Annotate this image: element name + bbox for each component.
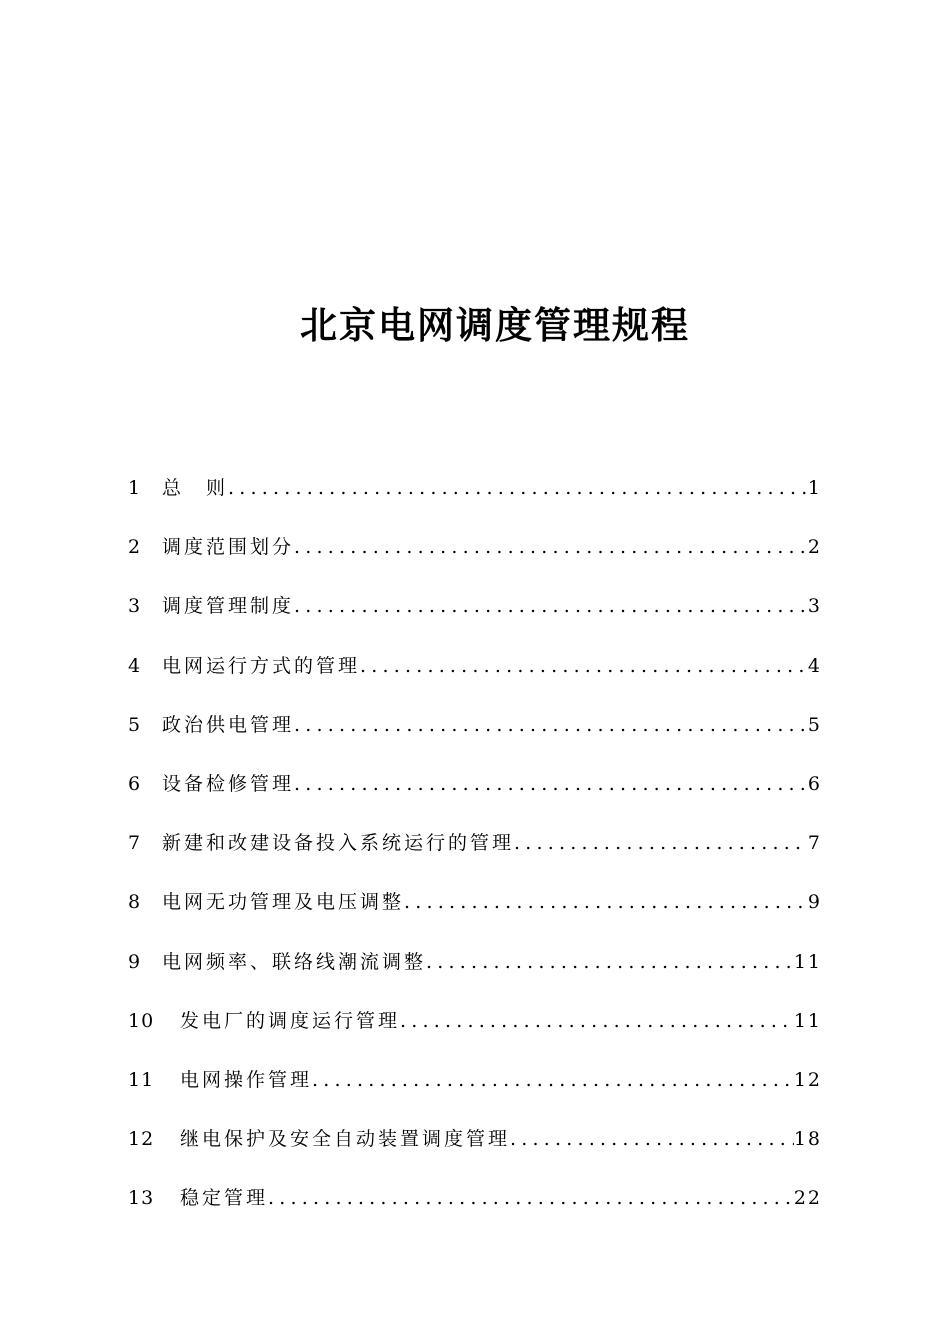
toc-entry-number: 3 (128, 595, 142, 618)
toc-entry-label: 电网无功管理及电压调整 (162, 891, 405, 914)
toc-entry-page: 11 (793, 950, 822, 973)
toc-entry-number: 11 (128, 1068, 155, 1091)
toc-entry-9 (128, 946, 822, 1005)
toc-entry-number: 2 (128, 536, 142, 559)
toc-entry-2 (128, 531, 822, 590)
table-of-contents (128, 472, 822, 1241)
toc-entry-label: 发电厂的调度运行管理 (180, 1009, 401, 1032)
toc-entry-6 (128, 768, 822, 827)
toc-entry-page: 18 (793, 1128, 822, 1151)
toc-entry-label: 电网操作管理 (180, 1068, 313, 1091)
toc-entry-page: 7 (807, 832, 822, 855)
toc-entry-page: 4 (807, 654, 822, 677)
toc-dot-leader (510, 1123, 794, 1155)
toc-entry-5 (128, 709, 822, 768)
toc-entry-number: 6 (128, 772, 142, 795)
toc-entry-number: 8 (128, 891, 142, 914)
toc-entry-label: 稳定管理 (180, 1187, 269, 1210)
toc-dot-leader (268, 1182, 794, 1214)
toc-entry-12 (128, 1123, 822, 1182)
toc-entry-number: 4 (128, 654, 142, 677)
toc-dot-leader (360, 650, 808, 682)
toc-dot-leader (514, 827, 808, 859)
toc-entry-number: 10 (128, 1009, 155, 1032)
toc-dot-leader (404, 886, 808, 918)
toc-entry-page: 9 (807, 891, 822, 914)
toc-entry-4 (128, 650, 822, 709)
toc-dot-leader (294, 531, 808, 563)
toc-entry-number: 12 (128, 1128, 155, 1151)
toc-dot-leader (312, 1064, 794, 1096)
toc-entry-label: 电网频率、联络线潮流调整 (162, 950, 427, 973)
toc-dot-leader (400, 1005, 794, 1037)
toc-entry-7 (128, 827, 822, 886)
toc-entry-8 (128, 886, 822, 945)
toc-entry-label: 调度管理制度 (162, 595, 295, 618)
toc-entry-page: 3 (807, 595, 822, 618)
toc-entry-page: 11 (793, 1009, 822, 1032)
toc-dot-leader (294, 768, 808, 800)
toc-entry-label: 总 则 (162, 477, 229, 499)
toc-entry-page: 22 (793, 1187, 822, 1210)
toc-entry-13 (128, 1182, 822, 1241)
toc-entry-number: 9 (128, 950, 142, 973)
toc-entry-11 (128, 1064, 822, 1123)
toc-entry-page: 6 (807, 772, 822, 795)
toc-entry-1 (128, 472, 822, 531)
toc-entry-number: 1 (128, 477, 142, 499)
toc-dot-leader (426, 946, 794, 978)
toc-entry-number: 7 (128, 832, 142, 855)
toc-entry-label: 电网运行方式的管理 (162, 654, 361, 677)
document-title: 北京电网调度管理规程 (300, 304, 690, 347)
toc-dot-leader (294, 709, 808, 741)
toc-entry-label: 调度范围划分 (162, 536, 295, 559)
toc-entry-label: 设备检修管理 (162, 772, 295, 795)
toc-dot-leader (294, 590, 808, 622)
toc-entry-label: 政治供电管理 (162, 713, 295, 736)
toc-entry-page: 2 (807, 536, 822, 559)
toc-entry-number: 13 (128, 1187, 155, 1210)
toc-entry-page: 5 (807, 713, 822, 736)
toc-entry-label: 继电保护及安全自动装置调度管理 (180, 1128, 511, 1151)
toc-entry-page: 12 (793, 1068, 822, 1091)
toc-entry-number: 5 (128, 713, 142, 736)
toc-dot-leader (228, 472, 808, 504)
toc-entry-label: 新建和改建设备投入系统运行的管理 (162, 832, 515, 855)
toc-entry-page: 1 (807, 477, 822, 499)
toc-entry-3 (128, 590, 822, 649)
toc-entry-10 (128, 1005, 822, 1064)
